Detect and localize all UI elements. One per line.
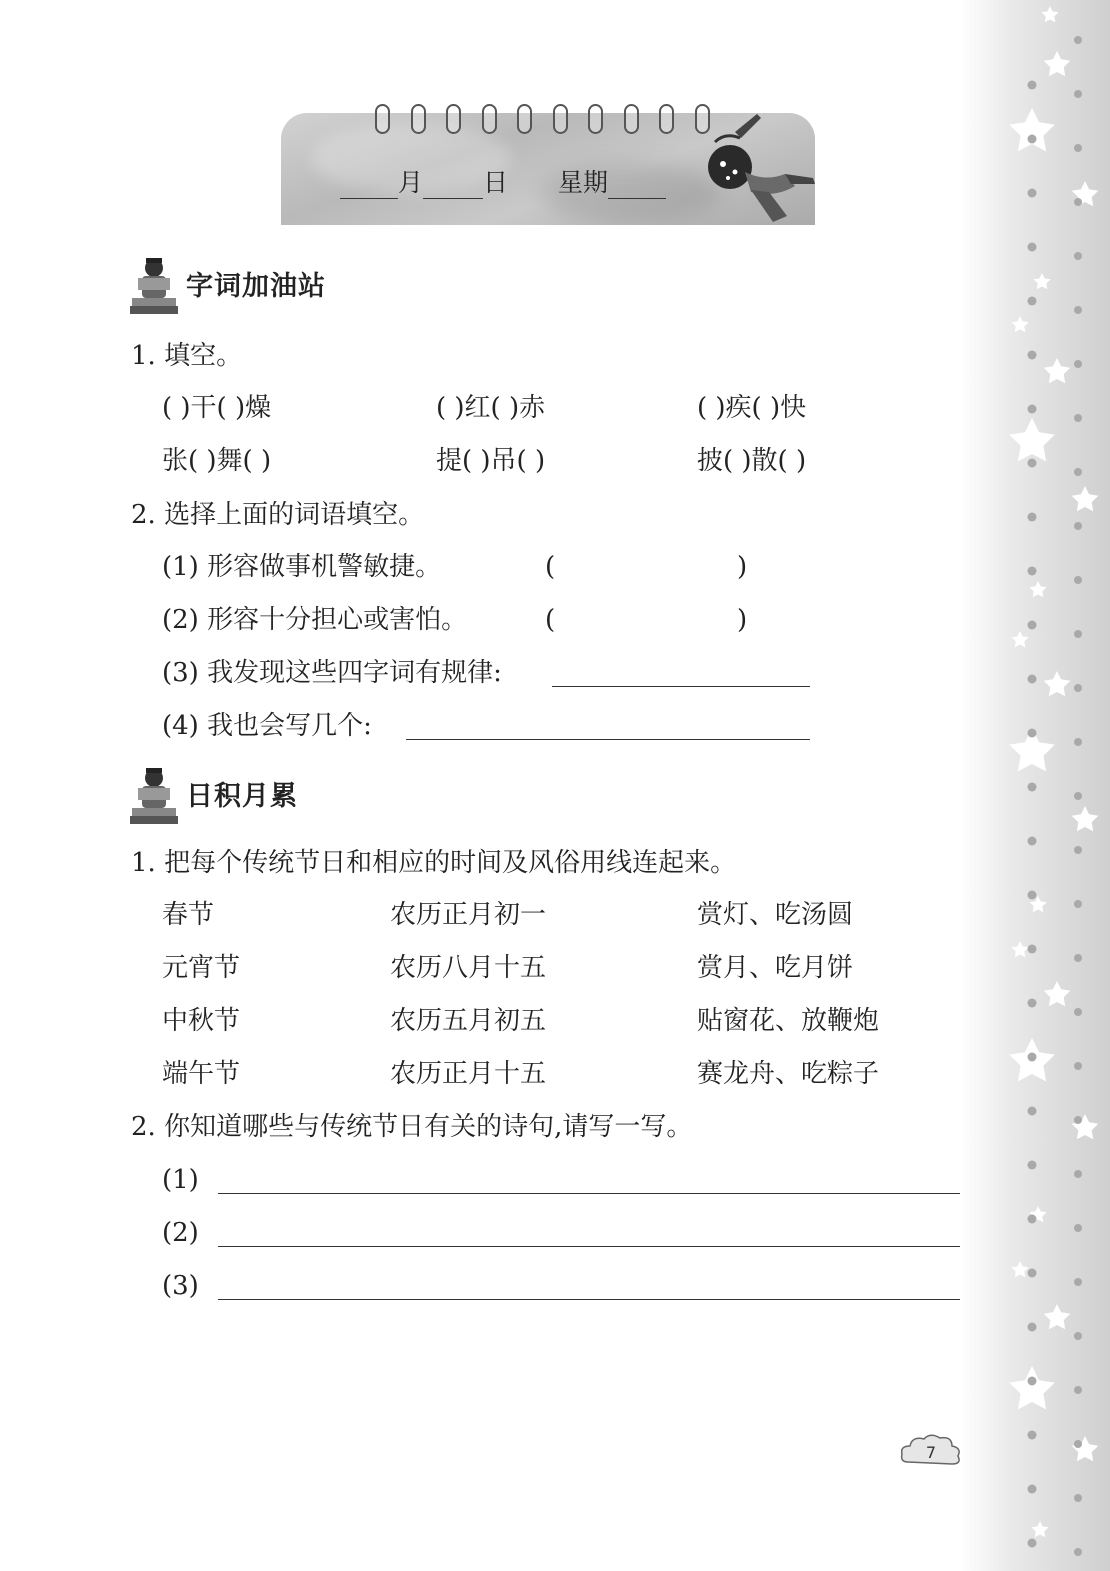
dot-decoration [1028,675,1037,684]
dot-decoration [1028,891,1037,900]
answer-line[interactable] [552,686,810,687]
spiral-ring [411,104,426,134]
star-border-decoration [960,0,1110,1571]
dot-decoration [1074,1062,1082,1070]
dot-decoration [1074,1386,1082,1394]
dot-decoration [1028,1269,1037,1278]
answer-paren[interactable]: ( ) [545,552,748,582]
fill-item[interactable]: ( )疾( )快 [697,393,807,423]
festival-name[interactable]: 元宵节 [162,953,241,983]
dot-decoration [1074,360,1082,368]
star-icon [1072,1436,1099,1461]
sub-question: (1) 形容做事机警敏捷。 [162,552,442,582]
dot-decoration [1028,1161,1037,1170]
festival-custom[interactable]: 赏灯、吃汤圆 [697,900,854,930]
star-icon [1044,358,1071,383]
dot-decoration [1028,729,1037,738]
dot-decoration [1074,576,1082,584]
star-icon [1072,486,1099,511]
dot-decoration [1074,36,1082,44]
weekday-blank[interactable] [608,170,666,199]
dot-decoration [1028,1215,1037,1224]
dot-decoration [1028,351,1037,360]
star-icon [1011,1261,1028,1277]
star-icon [1041,6,1058,22]
festival-date[interactable]: 农历五月初五 [390,1006,547,1036]
dot-decoration [1074,738,1082,746]
star-icon [1009,108,1055,151]
page-number: 7 [925,1443,937,1462]
dot-decoration [1074,1170,1082,1178]
festival-name[interactable]: 中秋节 [162,1006,241,1036]
dot-decoration [1074,846,1082,854]
spiral-ring [375,104,390,134]
dot-decoration [1028,1107,1037,1116]
dot-decoration [1074,1548,1082,1556]
month-blank[interactable] [340,170,398,199]
festival-name[interactable]: 端午节 [162,1059,241,1089]
star-icon [1044,1304,1071,1329]
question-label: 1. 填空。 [131,341,243,371]
dot-decoration [1074,1440,1082,1448]
festival-date[interactable]: 农历正月初一 [390,900,547,930]
spiral-ring [517,104,532,134]
dot-decoration [1074,1008,1082,1016]
poem-item-label: (3) [162,1271,199,1301]
dot-decoration [1074,1332,1082,1340]
sub-question: (2) 形容十分担心或害怕。 [162,605,468,635]
dot-decoration [1028,999,1037,1008]
dot-decoration [1028,243,1037,252]
section-header-accumulation [128,760,298,826]
dot-decoration [1074,1116,1082,1124]
dot-decoration [1028,1377,1037,1386]
day-blank[interactable] [423,170,483,199]
weekday-label: 星期 [558,168,609,197]
spiral-ring [482,104,497,134]
dot-decoration [1028,1053,1037,1062]
section-header-words [128,250,326,316]
dot-decoration [1028,1323,1037,1332]
month-label: 月 [398,168,424,197]
festival-custom[interactable]: 赏月、吃月饼 [697,953,854,983]
fill-item[interactable]: 张( )舞( ) [162,446,272,476]
cloud-icon [898,1432,964,1470]
dot-decoration [1074,1278,1082,1286]
star-icon [1044,51,1071,76]
festival-date[interactable]: 农历正月十五 [390,1059,547,1089]
spiral-ring [446,104,461,134]
dot-decoration [1074,90,1082,98]
poem-answer-line[interactable] [218,1246,960,1247]
dot-decoration [1074,1224,1082,1232]
reading-boy-icon [128,760,180,826]
star-icon [1044,671,1071,696]
star-icon [1029,581,1046,597]
spiral-ring [553,104,568,134]
section-title: 字词加油站 [186,270,326,302]
dot-decoration [1028,459,1037,468]
festival-custom[interactable]: 贴窗花、放鞭炮 [697,1006,880,1036]
poem-item-label: (2) [162,1218,199,1248]
reading-boy-icon [128,250,180,316]
dot-decoration [1074,954,1082,962]
girl-illustration-icon [695,112,820,230]
dot-decoration [1028,513,1037,522]
star-icon [1011,941,1028,957]
dot-decoration [1028,945,1037,954]
fill-item[interactable]: 披( )散( ) [697,446,807,476]
answer-paren[interactable]: ( ) [545,605,748,635]
star-icon [1072,806,1099,831]
fill-item[interactable]: ( )红( )赤 [436,393,546,423]
star-icon [1011,316,1028,332]
fill-item[interactable]: ( )干( )燥 [162,393,272,423]
dot-decoration [1074,684,1082,692]
sub-question: (3) 我发现这些四字词有规律: [162,658,502,688]
spiral-ring [659,104,674,134]
question-label: 1. 把每个传统节日和相应的时间及风俗用线连起来。 [131,848,737,878]
star-icon [1031,1521,1048,1537]
date-fill-line [340,163,666,199]
star-icon [1009,418,1055,461]
question-label: 2. 选择上面的词语填空。 [131,500,425,530]
dot-decoration [1074,198,1082,206]
dot-decoration [1028,81,1037,90]
spiral-ring [624,104,639,134]
page-number-badge [898,1432,964,1474]
fill-item[interactable]: 提( )吊( ) [436,446,546,476]
dot-decoration [1074,468,1082,476]
dot-decoration [1074,306,1082,314]
dot-decoration [1028,567,1037,576]
dot-decoration [1074,522,1082,530]
question-label: 2. 你知道哪些与传统节日有关的诗句,请写一写。 [131,1112,693,1142]
dot-decoration [1028,1431,1037,1440]
poem-item-label: (1) [162,1165,199,1195]
star-icon [1033,273,1050,289]
star-icon [1044,981,1071,1006]
dot-decoration [1074,1494,1082,1502]
star-icon [1011,631,1028,647]
dot-decoration [1028,1485,1037,1494]
poem-answer-line[interactable] [218,1299,960,1300]
poem-answer-line[interactable] [218,1193,960,1194]
dot-decoration [1028,621,1037,630]
section-title: 日积月累 [186,780,298,812]
spiral-ring [588,104,603,134]
spiral-binding [375,104,725,136]
star-icon [1009,1366,1055,1409]
festival-date[interactable]: 农历八月十五 [390,953,547,983]
festival-name[interactable]: 春节 [162,900,215,930]
dot-decoration [1028,405,1037,414]
dot-decoration [1028,189,1037,198]
dot-decoration [1028,783,1037,792]
dot-decoration [1074,900,1082,908]
dot-decoration [1028,1539,1037,1548]
dot-decoration [1028,135,1037,144]
dot-decoration [1074,252,1082,260]
dot-decoration [1074,144,1082,152]
dot-decoration [1028,837,1037,846]
answer-line[interactable] [406,739,810,740]
dot-decoration [1074,792,1082,800]
dot-decoration [1074,630,1082,638]
sub-question: (4) 我也会写几个: [162,711,372,741]
dot-decoration [1074,414,1082,422]
day-label: 日 [483,168,509,197]
festival-custom[interactable]: 赛龙舟、吃粽子 [697,1059,880,1089]
dot-decoration [1028,297,1037,306]
